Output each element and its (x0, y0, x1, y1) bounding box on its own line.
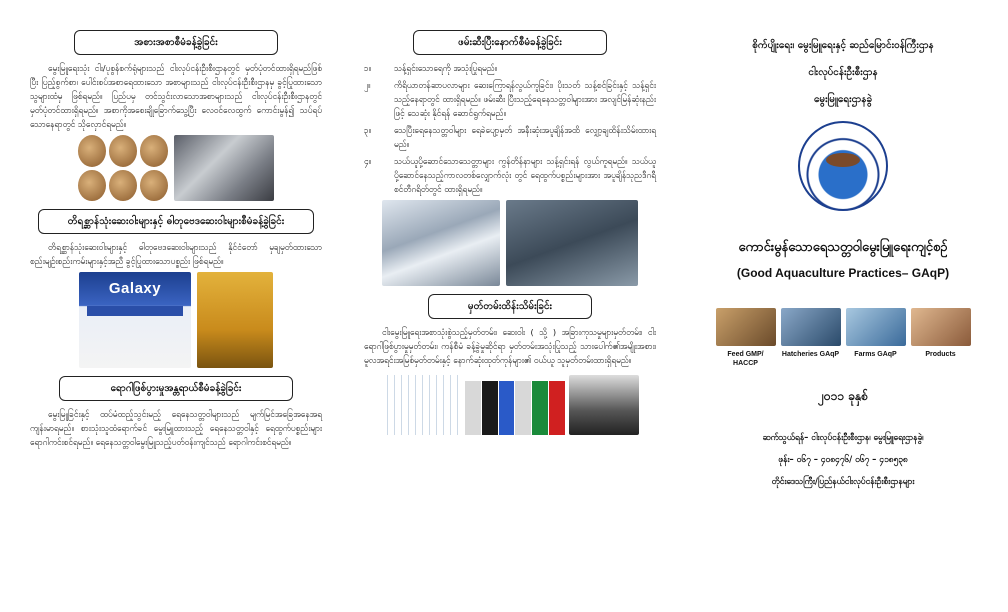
panel-left (0, 0, 336, 612)
product-farms: Farms GAqP (846, 308, 906, 368)
records-paragraph: ငါးမွေးမြူရေးအစာသုံးစွဲသည့်မှတ်တမ်း၊ ဆေးဝါး ( သို့ ) အခြားကုသမှုများမှတ်တမ်း၊ ငါးရောဂါဖြစ်ပွားမှုမှတ်တမ်း၊ ကန်စီမံ ခန့်ခွဲမှုဆိုင်ရာ မှတ်တမ်းအသုံးပြုသည့် သားပေါက်၏အမျိုးအစား၊ မူလအရင်းအမြစ်မှတ်တမ်းနှင့် နောက်ဆုံးထုတ်ကုန်များ၏ ဝယ်ယူ သူမှတ်တမ်းထားရှိရမည်။ (364, 327, 656, 365)
ministry-name: စိုက်ပျိုးရေး၊ မွေးမြူရေးနှင့် ဆည်မြောင်းဝန်ကြီးဌာန (752, 40, 934, 51)
list-item: ၃။ သေပြီးရေနေသတ္တဝါများ ရေခဲပျော့မှတ် အနီးဆုံးအပူချိန်အထိ လျှော့ချထိန်းသိမ်းထားရမည်။ (364, 125, 656, 149)
contact-block (694, 426, 992, 492)
subtitle: (Good Aquaculture Practices– GAqP) (736, 266, 950, 280)
fish-images (364, 200, 656, 286)
drugs-paragraph: တိရစ္ဆာန်သုံးဆေးဝါးများနှင့် ဓါတုဗေဒဆေးဝါးများသည် နိုင်ငံတော် မှချမှတ်ထားသော စည်းမျဉ်းစည်းကမ်းများနှင့်အညီ ခွင့်ပြုထားသောပစ္စည်း ဖြစ်ရမည်။ (30, 242, 322, 266)
list-item: ၂။ ကိရိယာတန်ဆာပလာများ ဆေးကြောရန်လွယ်ကူခြင်း၊ ပိုးသတ် သန့်စင်ခြင်းနှင့် သန့်ရှင်းသည့်နေရာတွင် ထားရှိရမည်။ ဖမ်းဆီး ပြီးသည့်ရေနေသတ္တဝါများအား အလျင်မြန်ဆုံးနည်းဖြင့် သေဆုံး နိုင်ရန် ဆောင်ရွက်ရမည်။ (364, 80, 656, 118)
section-title-records: မှတ်တမ်းထိန်းသိမ်းခြင်း (428, 294, 592, 319)
feed-paragraph: မွေးမြူရေးသုံး ငါး/ပုစွန်စက်ရုံများသည် ငါးလုပ်ငန်းဦးစီးဌာနတွင် မှတ်ပုံတင်ထားရှိရမည်ဖြစ်ပြီး ပြည့်စွက်စာ၊ ပေါင်းစပ်အစာရေထားသော အစာများသည် ငါးလုပ်ငန်းဦးစီးဌာနမှ ခွင့်ပြုထားသောသွများထံမှ ဖြစ်ရမည်။ ပြည်ပမှ တင်သွင်းလာသောအစာများသည် ငါးလုပ်ငန်းဦးစီးဌာနတွင် မှတ်ပုံတင်ထားရှိရမည်။ အစာကိုအစေးချိုခြောက်သွေ့ပြီး လေဝင်လေထွက် ကောင်းမွန်၍ သပ်ရပ်သောနေရာတွင် သိုလှောင်ရမည်။ (30, 63, 322, 129)
probiotic-bag-image (197, 272, 273, 368)
main-title: ကောင်းမွန်သောရေသတ္တဝါမွေးမြူရေးကျင့်စဉ် (738, 240, 948, 255)
department-logo (798, 121, 888, 211)
panel-cover (672, 0, 1008, 612)
year: ၂၀၁၁ ခုနှစ် (817, 389, 869, 403)
section-title-drugs: တိရစ္ဆာန်သုံးဆေးဝါးများနှင့် ဓါတုဗေဒဆေးဝါးများစီမံခန့်ခွဲခြင်း (38, 209, 314, 234)
binders-image (465, 375, 565, 435)
section-title-postharvest: ဖမ်းဆီးပြီးနောက်စီမံခန့်ခွဲခြင်း (413, 30, 607, 55)
laptop-image (569, 375, 639, 435)
panel-middle (336, 0, 672, 612)
product-hatcheries: Hatcheries GAqP (781, 308, 841, 368)
product-images (694, 308, 992, 368)
product-feed: Feed GMP/ HACCP (716, 308, 776, 368)
disease-paragraph: မွေးမြူခြင်းနှင့် ထပ်မံထည့်သွင်းမည့် ရေနေသတ္တဝါများသည် မျက်မြင်အခြေအနေအရ ကျန်းမာရမည်။ စားသုံးသူထံရောက်ခင် မွေးမြူထားသည့် ရေနေသတ္တဝါနှင့် ရေထွက်ပစ္စည်းများ ရောဂါကင်းစင်ရမည်။ ရေနေသတ္တဝါမွေးမြူသည့်ပတ်ဝန်းကျင်သည် ရောဂါကင်းစင်ရမည်။ (30, 409, 322, 447)
division-name: မွေးမြူရေးဌာနခွဲ (813, 94, 873, 105)
section-title-disease: ရောဂါဖြစ်ပွားမှုအန္တရာယ်စီမံခန့်ခွဲခြင်း (59, 376, 293, 401)
postharvest-list (364, 61, 656, 196)
contact-line-1: ဆက်သွယ်ရန်– ငါးလုပ်ငန်းဦးစီးဌာန၊ မွေးမြူရေးဌာနခွဲ၊ (762, 432, 924, 442)
contact-phone: ဖုန်း– ၀၆၇ – ၄၀၈၄၇၆/ ၀၆၇ – ၄၁၈၅၃၈ (778, 454, 908, 464)
drug-images (30, 272, 322, 368)
department-name: ငါးလုပ်ငန်းဦးစီးဌာန (808, 67, 878, 78)
pen-paper-image (381, 375, 461, 435)
section-title-feed: အစားအစာစီမံခန့်ခွဲခြင်း (74, 30, 278, 55)
galaxy-logo-text: Galaxy (108, 280, 162, 297)
product-products: Products (911, 308, 971, 368)
list-item: ၄။ သယ်ယူပို့ဆောင်သောသေတ္တာများ ကွန်တိန်နာများ သန့်ရှင်းရန် လွယ်ကူရမည်။ သယ်ယူပို့ဆောင်နေသည့်ကာလတစ်လျှောက်လုံး တွင် ရေထွက်ပစ္စည်းများအား အပူချိန်သုညဒီဂရီစင်တီဂရိတ်တွင် ထားရှိရမည်။ (364, 156, 656, 194)
office-images (364, 375, 656, 435)
list-item: ၁။ သန့်ရှင်းသောရေကို အသုံးပြုရမည်။ (364, 63, 498, 73)
feed-pellets-image (78, 135, 168, 201)
fish-on-ice-image (382, 200, 500, 286)
feed-images (30, 135, 322, 201)
feed-bags-image (174, 135, 274, 201)
galaxy-product-image (79, 272, 191, 368)
contact-line-3: တိုင်းဒေသကြီး/ပြည်နယ်ငါးလုပ်ငန်းဦးစီးဌာနများ (771, 476, 915, 486)
fish-harvest-image (506, 200, 638, 286)
